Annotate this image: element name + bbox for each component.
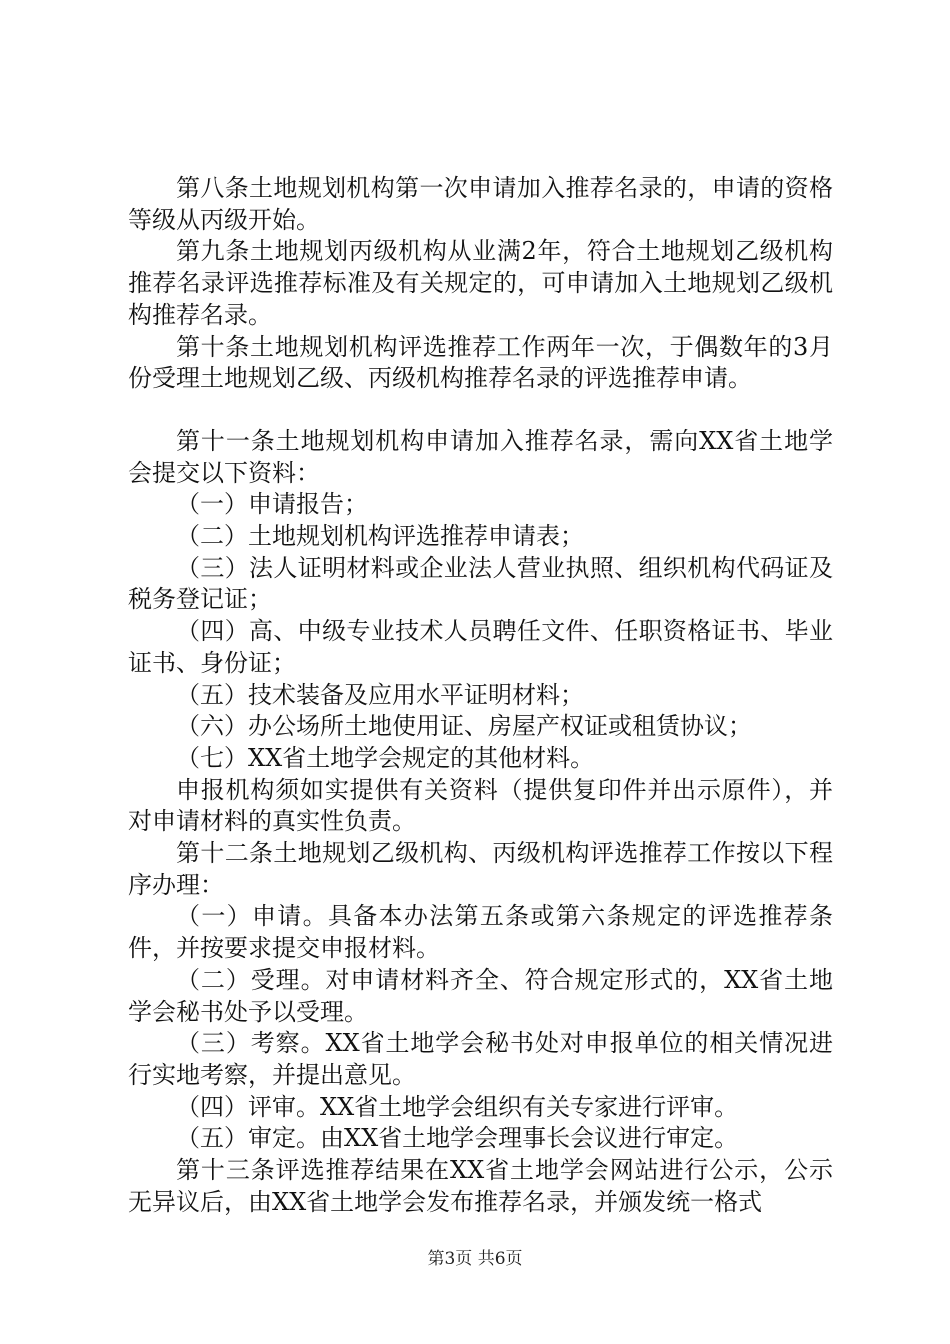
paragraph-article-8: 第八条土地规划机构第一次申请加入推荐名录的，申请的资格等级从丙级开始。 — [128, 174, 833, 234]
paragraph-article-13: 第十三条评选推荐结果在XX省土地学会网站进行公示，公示无异议后，由XX省土地学会发布推荐名录，并颁发统一格式 — [128, 1156, 833, 1216]
document-body — [128, 173, 833, 1219]
list-item: （三）法人证明材料或企业法人营业执照、组织机构代码证及税务登记证； — [128, 553, 833, 614]
list-item: （七）XX省土地学会规定的其他材料。 — [176, 743, 595, 772]
paragraph-declaration: 申报机构须如实提供有关资料（提供复印件并出示原件），并对申请材料的真实性负责。 — [128, 775, 833, 836]
list-item: （三）考察。XX省土地学会秘书处对申报单位的相关情况进行实地考察，并提出意见。 — [128, 1029, 833, 1089]
list-item: （四）评审。XX省土地学会组织有关专家进行评审。 — [176, 1092, 739, 1121]
list-item: （一）申请报告； — [176, 490, 368, 519]
paragraph-article-11: 第十一条土地规划机构申请加入推荐名录，需向XX省土地学会提交以下资料： — [128, 426, 833, 487]
paragraph-article-10: 第十条土地规划机构评选推荐工作两年一次，于偶数年的3月份受理土地规划乙级、丙级机构推荐名录的评选推荐申请。 — [128, 332, 833, 393]
list-item: （四）高、中级专业技术人员聘任文件、任职资格证书、毕业证书、身份证； — [128, 617, 833, 677]
page-footer: 第3页 共6页 — [427, 1249, 523, 1269]
paragraph-article-12: 第十二条土地规划乙级机构、丙级机构评选推荐工作按以下程序办理： — [128, 839, 833, 899]
list-item: （一）申请。具备本办法第五条或第六条规定的评选推荐条件，并按要求提交申报材料。 — [128, 902, 833, 963]
list-item: （二）土地规划机构评选推荐申请表； — [176, 522, 584, 551]
list-item: （五）审定。由XX省土地学会理事长会议进行审定。 — [176, 1124, 739, 1153]
list-item: （六）办公场所土地使用证、房屋产权证或租赁协议； — [176, 712, 752, 741]
paragraph-article-9: 第九条土地规划丙级机构从业满2年，符合土地规划乙级机构推荐名录评选推荐标准及有关规定的，可申请加入土地规划乙级机构推荐名录。 — [128, 237, 833, 329]
list-item: （五）技术装备及应用水平证明材料； — [176, 680, 584, 709]
list-item: （二）受理。对申请材料齐全、符合规定形式的，XX省土地学会秘书处予以受理。 — [128, 965, 833, 1026]
